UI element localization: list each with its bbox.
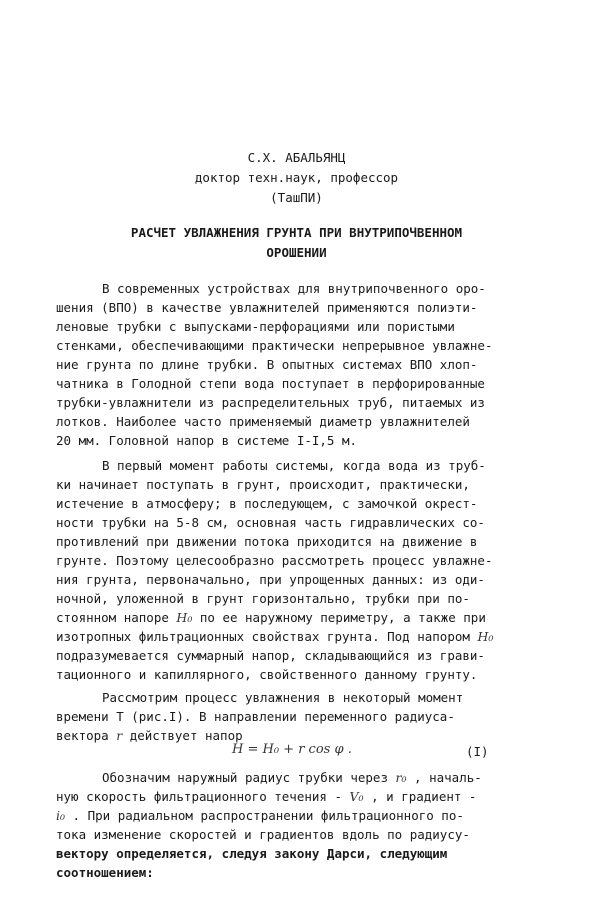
text-line: ночной, уложенной в грунт горизонтально, трубки при по- [56,591,470,606]
text-line: соотношением: [56,865,154,880]
text-fragment: , началь- [414,770,482,785]
text-line: шения (ВПО) в качестве увлажнителей применяются полиэти- [56,300,478,315]
symbol-H0: H₀ [176,610,193,625]
symbol-V0: V₀ [349,789,364,804]
text-line [102,770,482,785]
author-name: С.Х. АБАЛЬЯНЦ [247,150,346,165]
text-line: ние грунта по длине трубки. В опытных системах ВПО хлоп- [56,357,478,372]
text-line: леновые трубки с выпусками-перфорациями или пористыми [56,319,455,334]
symbol-r0: r₀ [395,770,407,785]
text-line: истечение в атмосферу; в последующем, с замочкой окрест- [56,496,478,511]
text-line: трубки-увлажнители из распределительных труб, питаемых из [56,395,485,410]
text-line [56,808,464,823]
text-fragment: стоянном напоре [56,610,169,625]
text-line: подразумевается суммарный напор, складывающийся из грави- [56,648,485,663]
text-line: В первый момент работы системы, когда вода из труб- [102,458,486,473]
text-line: В современных устройствах для внутрипочвенного оро- [102,281,486,296]
text-line: ки начинает поступать в грунт, происходит, практически, [56,477,470,492]
text-line [56,610,486,625]
symbol-H0: H₀ [477,629,494,644]
text-line: чатника в Голодной степи вода поступает в перфорированные [56,376,485,391]
text-fragment: действует напор [129,728,243,743]
article-title-line-1: РАСЧЕТ УВЛАЖНЕНИЯ ГРУНТА ПРИ ВНУТРИПОЧВЕННОМ [130,225,463,240]
text-line [56,629,493,644]
text-line: грунте. Поэтому целесообразно рассмотреть процесс увлажне- [56,553,493,568]
article-title-line-2: ОРОШЕНИИ [266,245,327,260]
author-organization: (ТашПИ) [270,190,323,205]
text-line: противлений при движении потока приходится на движение в [56,534,478,549]
text-line: вектору определяется, следуя закону Дарси, следующим [56,846,448,861]
text-fragment: ную скорость фильтрационного течения - [56,789,342,804]
formula: H = H₀ + r cos φ . [232,742,352,757]
text-line: 20 мм. Головной напор в системе I-I,5 м. [56,433,358,448]
text-line: лотков. Наиболее часто применяемый диаметр увлажнителей [56,414,470,429]
text-fragment: вектора [56,728,109,743]
text-fragment: по ее наружному периметру, а также при [199,610,486,625]
symbol-r: r [116,728,123,743]
text-line: тационного и капиллярного, свойственного данному грунту. [56,667,478,682]
text-line: ности трубки на 5-8 см, основная часть гидравлических со- [56,515,485,530]
text-line: стенками, обеспечивающими практически непрерывное увлажне- [56,338,493,353]
text-line: Рассмотрим процесс увлажнения в некоторый момент [102,690,464,705]
text-fragment: изотропных фильтрационных свойствах грунта. Под напором [56,629,470,644]
symbol-i0: i₀ [56,808,66,823]
text-line: времени Т (рис.I). В направлении переменного радиуса- [56,709,455,724]
text-line: ния грунта, первоначально, при упрощенных данных: из оди- [56,572,485,587]
text-line [56,728,243,743]
equation-number: (I) [466,744,489,759]
text-fragment: . При радиальном распространении фильтрационного по- [72,808,464,823]
text-fragment: Обозначим наружный радиус трубки через [102,770,388,785]
text-line: тока изменение скоростей и градиентов вдоль по радиусу- [56,827,470,842]
text-line [56,789,476,804]
author-degree: доктор техн.наук, профессор [194,170,399,185]
text-fragment: , и градиент - [371,789,477,804]
